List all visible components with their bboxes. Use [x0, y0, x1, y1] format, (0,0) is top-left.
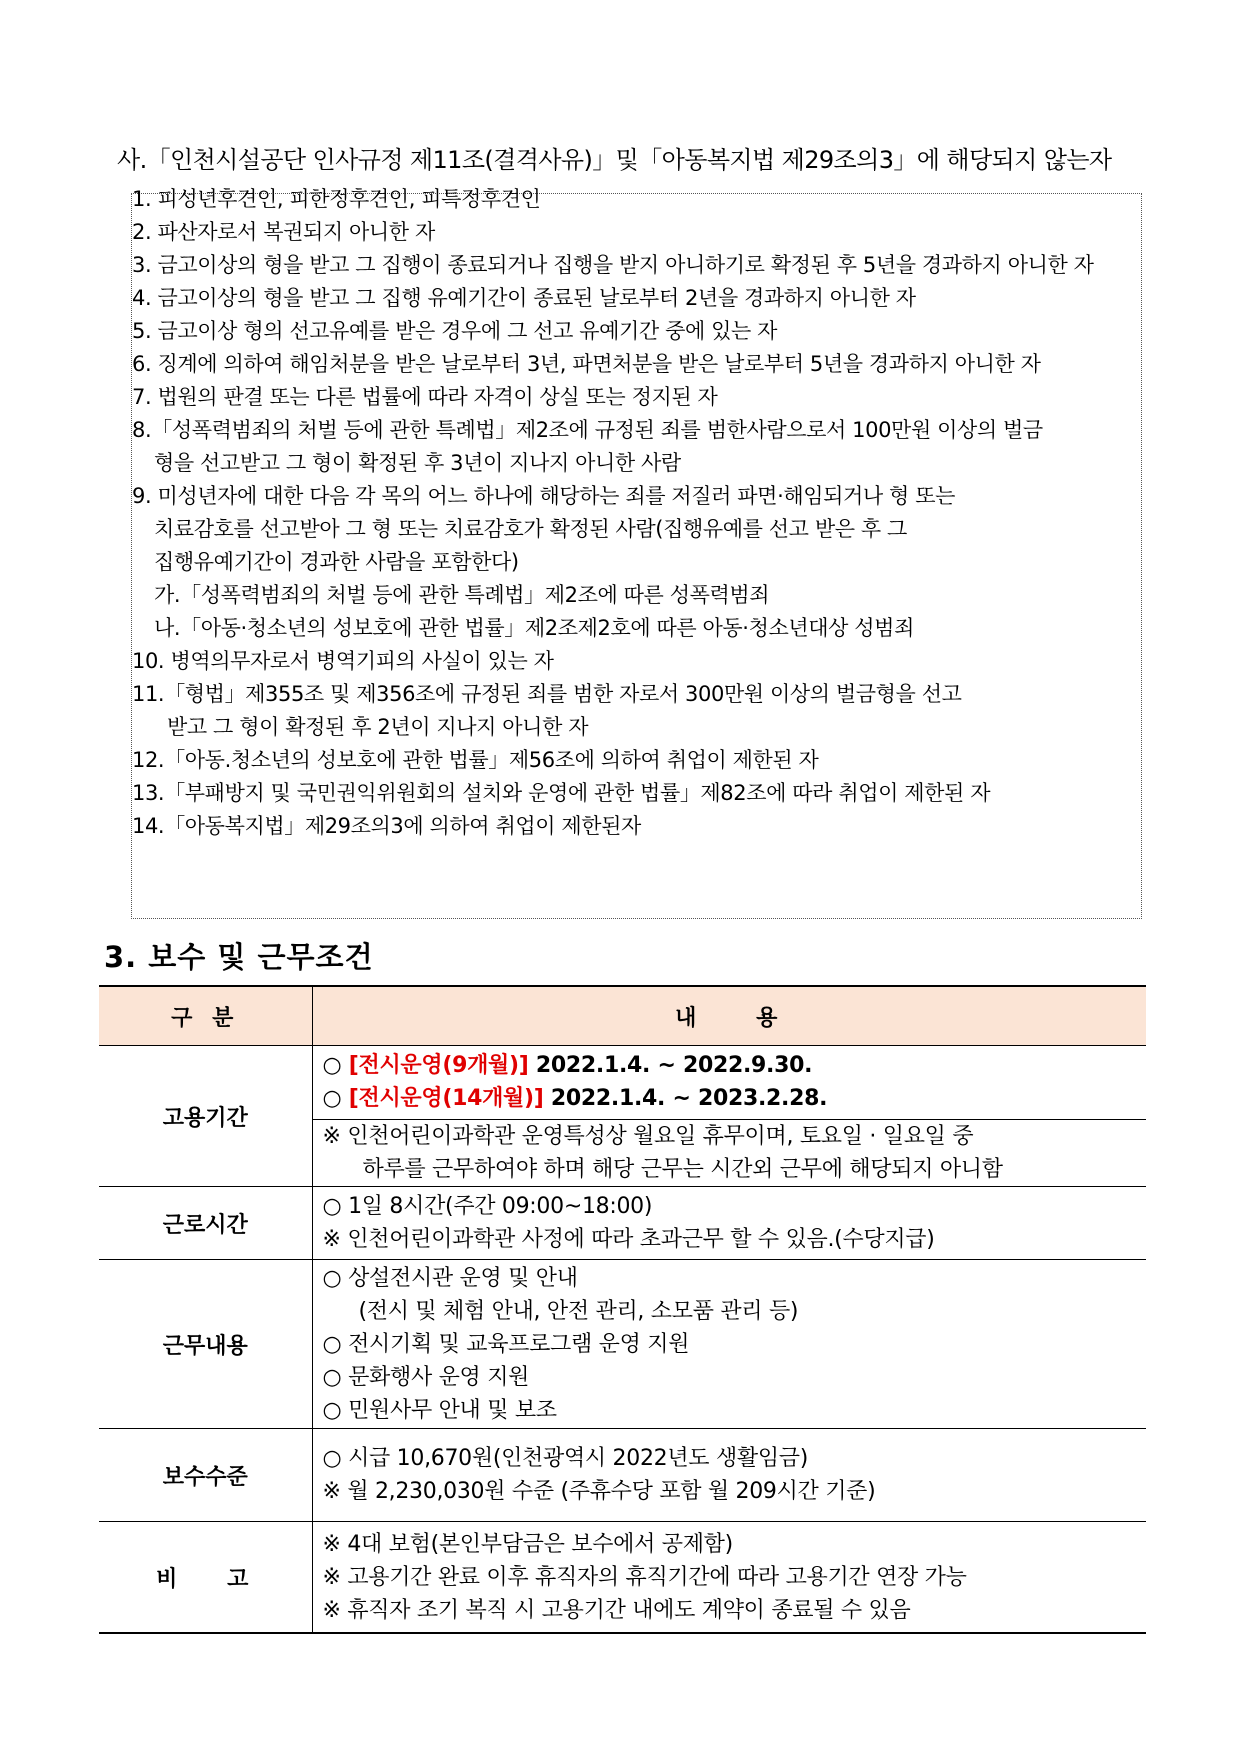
employment-note-line-1: ※ 인천어린이과학관 운영특성상 월요일 휴무이며, 토요일 · 일요일 중 [322, 1123, 974, 1149]
circle-bullet: ○ [322, 1086, 342, 1112]
employment-period-lines [312, 1046, 1146, 1120]
header-content: 내 용 [312, 986, 1146, 1046]
criteria-item-10: 10. 병역의무자로서 병역기피의 사실이 있는 자 [132, 649, 554, 673]
criteria-item-14: 14.「아동복지법」제29조의3에 의하여 취업이 제한된자 [132, 814, 641, 838]
criteria-item-9-cont-1: 치료감호를 선고받아 그 형 또는 치료감호가 확정된 사람(집행유예를 선고 받은 후 그 [154, 517, 907, 541]
period-tag-9months: [전시운영(9개월)] [348, 1053, 529, 1079]
criteria-item-12: 12.「아동.청소년의 성보호에 관한 법률」제56조에 의하여 취업이 제한된 자 [132, 748, 819, 772]
criteria-item-9-ga: 가.「성폭력범죄의 처벌 등에 관한 특례법」제2조에 따른 성폭력범죄 [154, 583, 770, 607]
circle-bullet: ○ [322, 1053, 342, 1079]
period-line-9months [323, 1049, 1147, 1082]
period-line-14months [323, 1082, 1147, 1115]
row-pay-level [99, 1429, 1146, 1522]
duties-line-4: ○ 문화행사 운영 지원 [322, 1364, 530, 1390]
criteria-item-6: 6. 징계에 의하여 해임처분을 받은 날로부터 3년, 파면처분을 받은 날로부터 5년을 경과하지 아니한 자 [132, 352, 1041, 376]
criteria-item-11: 11.「형법」제355조 및 제356조에 규정된 죄를 범한 자로서 300만원 이상의 벌금형을 선고 [132, 682, 962, 706]
remarks-line-2: ※ 고용기간 완료 이후 휴직자의 휴직기간에 따라 고용기간 연장 가능 [322, 1564, 967, 1590]
pay-conditions-table [99, 985, 1146, 1634]
criteria-item-9-cont-2: 집행유예기간이 경과한 사람을 포함한다) [154, 550, 519, 574]
job-duties-content [312, 1260, 1146, 1429]
working-hours-line-1: ○ 1일 8시간(주간 09:00~18:00) [322, 1194, 653, 1219]
duties-line-5: ○ 민원사무 안내 및 보조 [322, 1397, 557, 1423]
remarks-content [312, 1522, 1146, 1634]
working-hours-content [312, 1187, 1146, 1260]
criteria-item-4: 4. 금고이상의 형을 받고 그 집행 유예기간이 종료된 날로부터 2년을 경과하지 아니한 자 [132, 286, 916, 310]
criteria-item-8: 8.「성폭력범죄의 처벌 등에 관한 특례법」제2조에 규정된 죄를 범한사람으로서 100만원 이상의 벌금 [132, 418, 1043, 442]
row-working-hours [99, 1187, 1146, 1260]
duties-line-3: ○ 전시기획 및 교육프로그램 운영 지원 [322, 1331, 690, 1357]
criteria-item-1: 1. 피성년후견인, 피한정후견인, 피특정후견인 [132, 187, 541, 211]
remarks-line-1: ※ 4대 보험(본인부담금은 보수에서 공제함) [322, 1531, 733, 1557]
criteria-item-9-na: 나.「아동·청소년의 성보호에 관한 법률」제2조제2호에 따른 아동·청소년대상 성범죄 [154, 616, 914, 640]
duties-line-1: ○ 상설전시관 운영 및 안내 [322, 1265, 578, 1291]
disqualification-criteria-box [131, 187, 1142, 919]
employment-note [312, 1119, 1146, 1186]
criteria-item-2: 2. 파산자로서 복권되지 아니한 자 [132, 220, 435, 244]
working-hours-line-2: ※ 인천어린이과학관 사정에 따라 초과근무 할 수 있음.(수당지급) [322, 1227, 935, 1252]
row-remarks [99, 1522, 1146, 1634]
header-category: 구 분 [99, 986, 312, 1046]
criteria-item-13: 13.「부패방지 및 국민권익위원회의 설치와 운영에 관한 법률」제82조에 따라 취업이 제한된 자 [132, 781, 991, 805]
section-title-pay-conditions: 3. 보수 및 근무조건 [104, 940, 374, 974]
period-tag-14months: [전시운영(14개월)] [348, 1086, 544, 1112]
qualification-heading: 사.「인천시설공단 인사규정 제11조(결격사유)」및「아동복지법 제29조의3」에 해당되지 않는자 [117, 146, 1112, 174]
row-job-duties [99, 1260, 1146, 1429]
criteria-item-7: 7. 법원의 판결 또는 다른 법률에 따라 자격이 상실 또는 정지된 자 [132, 385, 718, 409]
period-dates-9months: 2022.1.4. ~ 2022.9.30. [535, 1053, 813, 1079]
table-header-row [99, 986, 1146, 1046]
remarks-line-3: ※ 휴직자 조기 복직 시 고용기간 내에도 계약이 종료될 수 있음 [322, 1597, 911, 1623]
label-remarks: 비 고 [99, 1522, 312, 1634]
employment-note-line-2: 하루를 근무하여야 하며 해당 근무는 시간외 근무에 해당되지 아니함 [362, 1156, 1003, 1182]
criteria-item-9: 9. 미성년자에 대한 다음 각 목의 어느 하나에 해당하는 죄를 저질러 파면·해임되거나 형 또는 [132, 484, 955, 508]
pay-level-content [312, 1429, 1146, 1522]
pay-line-1: ○ 시급 10,670원(인천광역시 2022년도 생활임금) [322, 1446, 809, 1471]
criteria-item-8-cont: 형을 선고받고 그 형이 확정된 후 3년이 지나지 아니한 사람 [154, 451, 681, 475]
period-dates-14months: 2022.1.4. ~ 2023.2.28. [550, 1086, 828, 1112]
criteria-item-3: 3. 금고이상의 형을 받고 그 집행이 종료되거나 집행을 받지 아니하기로 확정된 후 5년을 경과하지 아니한 자 [132, 253, 1094, 277]
label-pay-level: 보수수준 [99, 1429, 312, 1522]
criteria-item-5: 5. 금고이상 형의 선고유예를 받은 경우에 그 선고 유예기간 중에 있는 자 [132, 319, 778, 343]
row-employment-period [99, 1046, 1146, 1120]
label-job-duties: 근무내용 [99, 1260, 312, 1429]
pay-line-2: ※ 월 2,230,030원 수준 (주휴수당 포함 월 209시간 기준) [322, 1479, 876, 1504]
label-employment-period: 고용기간 [99, 1046, 312, 1187]
duties-line-2: (전시 및 체험 안내, 안전 관리, 소모품 관리 등) [358, 1298, 799, 1324]
label-working-hours: 근로시간 [99, 1187, 312, 1260]
criteria-item-11-cont: 받고 그 형이 확정된 후 2년이 지나지 아니한 자 [167, 715, 589, 739]
